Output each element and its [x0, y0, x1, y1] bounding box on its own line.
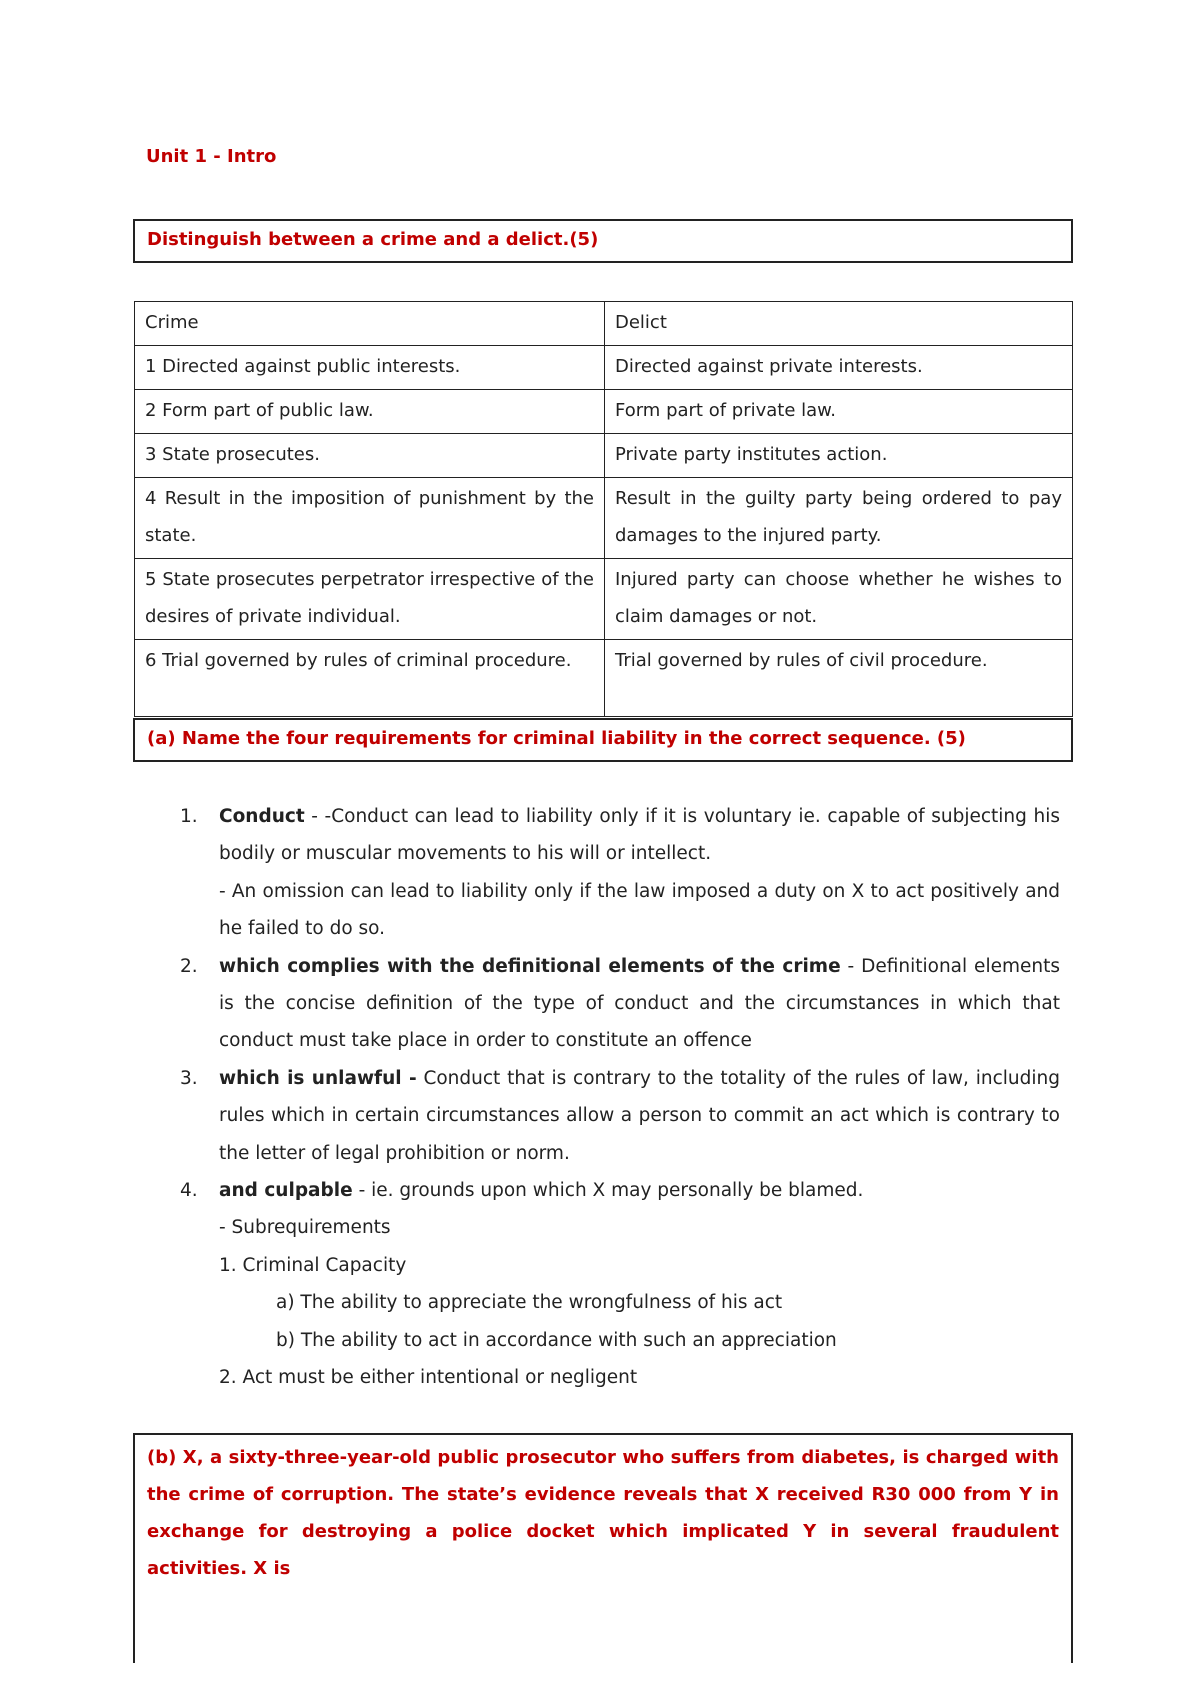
table-cell: 5 State prosecutes perpetrator irrespective of the desires of private individual.: [135, 559, 605, 640]
question-text: Distinguish between a crime and a delict.(5): [147, 229, 599, 250]
table-cell: Injured party can choose whether he wishes to claim damages or not.: [605, 559, 1073, 640]
intent-negligence-label: 2. Act must be either intentional or negligent: [219, 1367, 638, 1389]
table-header-cell: Delict: [605, 302, 1073, 346]
question-box-requirements: [133, 718, 1073, 762]
table-row: [135, 478, 1073, 559]
table-cell: 6 Trial governed by rules of criminal procedure.: [135, 640, 605, 717]
list-item: [180, 1172, 1060, 1396]
table-row: [135, 434, 1073, 478]
capacity-point-b: b) The ability to act in accordance with such an appreciation: [276, 1329, 837, 1351]
question-text: (b) X, a sixty-three-year-old public prosecutor who suffers from diabetes, is charged with the crime of corruption. The state’s evidence reveals that X received R30 000 from Y in exchange for destroying a police docket which implicated Y in several fraudulent activities. X is: [147, 1447, 1059, 1579]
subrequirements-label: - Subrequirements: [219, 1217, 391, 1239]
list-item: [180, 1060, 1060, 1172]
list-number: 1.: [180, 806, 198, 827]
requirement-text: - -Conduct can lead to liability only if it is voluntary ie. capable of subjecting his bodily or muscular movements to his will or intellect.: [219, 806, 1060, 865]
table-cell: 4 Result in the imposition of punishment by the state.: [135, 478, 605, 559]
capacity-point-a: a) The ability to appreciate the wrongfulness of his act: [276, 1292, 783, 1314]
table-cell: Form part of private law.: [605, 390, 1073, 434]
question-box-crime-delict: [133, 219, 1073, 263]
requirement-extra: - An omission can lead to liability only if the law imposed a duty on X to act positively and he failed to do so.: [219, 880, 1060, 940]
list-number: 2.: [180, 955, 198, 977]
list-item: [180, 948, 1060, 1060]
table-cell: 2 Form part of public law.: [135, 390, 605, 434]
table-cell: 3 State prosecutes.: [135, 434, 605, 478]
requirement-keyword: and culpable: [219, 1180, 353, 1202]
table-header-row: [135, 302, 1073, 346]
table-cell: Result in the guilty party being ordered to pay damages to the injured party.: [605, 478, 1073, 559]
requirement-text: - ie. grounds upon which X may personally be blamed.: [352, 1180, 864, 1202]
table-row: [135, 346, 1073, 390]
requirements-list: [180, 798, 1060, 1397]
table-row: [135, 559, 1073, 640]
list-item: [180, 798, 1060, 948]
criminal-capacity-label: 1. Criminal Capacity: [219, 1254, 407, 1276]
table-row: [135, 390, 1073, 434]
list-number: 3.: [180, 1067, 198, 1089]
requirement-keyword: which complies with the definitional elements of the crime: [219, 955, 841, 977]
question-text: (a) Name the four requirements for criminal liability in the correct sequence. (5): [147, 728, 966, 749]
table-cell: Private party institutes action.: [605, 434, 1073, 478]
requirement-text: Conduct that is contrary to the totality of the rules of law, including rules which in certain circumstances allow a person to commit an act which is contrary to the letter of legal prohibition or norm.: [219, 1067, 1060, 1164]
requirement-keyword: which is unlawful -: [219, 1067, 417, 1089]
unit-heading: Unit 1 - Intro: [146, 146, 277, 167]
question-box-scenario: [133, 1433, 1073, 1663]
table-cell: Directed against private interests.: [605, 346, 1073, 390]
comparison-table: [134, 301, 1073, 717]
requirement-text: - Definitional elements is the concise definition of the type of conduct and the circumstances in which that conduct must take place in order to constitute an offence: [219, 955, 1060, 1052]
table-header-cell: Crime: [135, 302, 605, 346]
table-cell: 1 Directed against public interests.: [135, 346, 605, 390]
requirement-keyword: Conduct: [219, 806, 305, 827]
table-row: [135, 640, 1073, 717]
list-number: 4.: [180, 1180, 198, 1202]
table-cell: Trial governed by rules of civil procedure.: [605, 640, 1073, 717]
